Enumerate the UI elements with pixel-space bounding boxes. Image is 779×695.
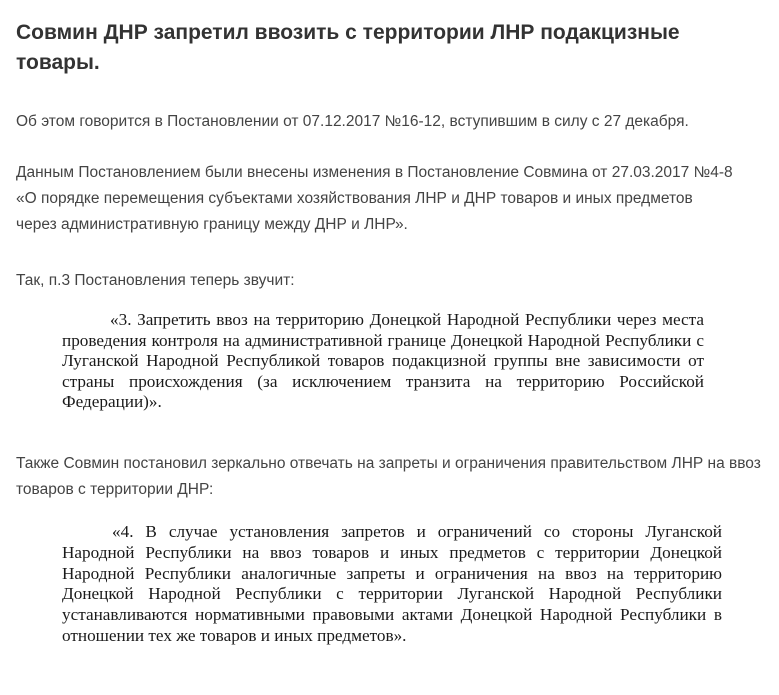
article-paragraph-4: Также Совмин постановил зеркально отвечать на запреты и ограничения правительством ЛНР на ввоз товаров с территории ДНР: <box>16 455 761 498</box>
scanned-quote-2 <box>62 522 722 686</box>
article-paragraph-1: Об этом говорится в Постановлении от 07.12.2017 №16-12, вступившим в силу с 27 декабря. <box>16 113 689 130</box>
quote-1-text: «3. Запретить ввоз на территорию Донецкой Народной Республики через места проведения контроля на административной границе Донецкой Народной Республики с Луганской Народной Республикой товаров подакцизной группы вне зависимости от страны происхождения (за исключением транзита на территорию Российской Федерации)». <box>62 310 704 412</box>
article-paragraph-3: Так, п.3 Постановления теперь звучит: <box>16 272 295 289</box>
quote-2-text: «4. В случае установления запретов и ограничений со стороны Луганской Народной Республики на ввоз товаров и иных предметов с территории Донецкой Народной Республики аналогичные запреты и ограничения на ввоз на территорию Донецкой Народной Республики с территории Луганской Народной Республики устанавливаются нормативными правовыми актами Донецкой Народной Республики в отношении тех же товаров и иных предметов». <box>62 522 722 645</box>
scanned-quote-1 <box>62 310 704 432</box>
article-paragraph-2: Данным Постановлением были внесены изменения в Постановление Совмина от 27.03.2017 №4-8 «О порядке перемещения субъектами хозяйствования ЛНР и ДНР товаров и иных предметов через административную границу между ДНР и ЛНР». <box>16 164 733 233</box>
article-title: Совмин ДНР запретил ввозить с территории ЛНР подакцизные товары. <box>16 21 680 74</box>
